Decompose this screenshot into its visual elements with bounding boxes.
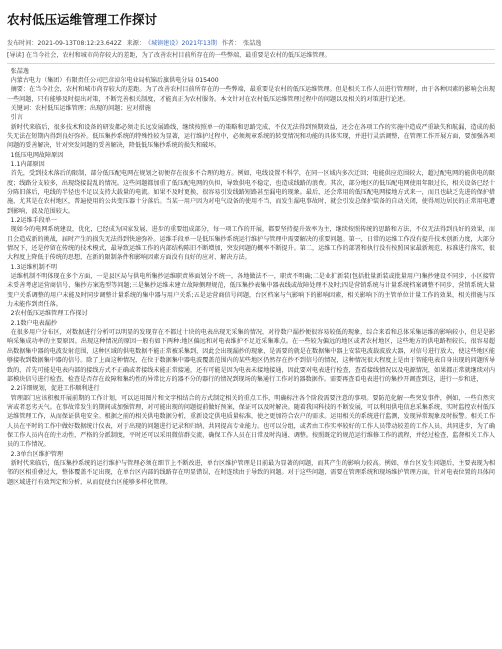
body-paragraph: 引言 [10, 114, 23, 122]
source-label: 来源： [126, 40, 145, 47]
body-paragraph: 1.1内部原因 [10, 160, 45, 168]
article-body [7, 67, 495, 487]
body-paragraph: 2.1数户电表漏抄 [10, 319, 57, 327]
body-paragraph: 1.2运维手段单一 [10, 217, 57, 224]
body-paragraph: 2.2详细规划，促进工作顺利进行 [10, 385, 100, 393]
body-paragraph: 新时代来临后，低压集抄系统的运行维护与管理必须在细节上不断改进，单台区维护管理是目前最为显著的问题，而其产生的影响力较高。例如，单台区发生问题后，主要表现为相邻的区相重叠过大，整体覆盖不足出现，在单台区内部的线路存在明显错误，在时连续由于导致的问题。对于这些问题，需要在管理系统和现场维护管理方面，针对电表位置的具体问题区域进行有效判定和分析，从而促使台区能够多样化管理。 [7, 459, 495, 486]
body-paragraph: 2农村低压运维管理工作探讨 [10, 310, 88, 318]
article-guide: [导读] 在当今社会，农村和城市尚存较大的差距，为了改善农村目前所存在的一些弊端，最重要是农村的低压运维管理。 [7, 51, 495, 64]
body-paragraph: 管理部门应该积极开展前期的工作计划，可以运用图片和文字相结合的方式制定相关的重点工作，明确标注各个阶段需要注意的事项。要防范化解一些突发事件，例如，一些自然灾害或者恶劣天气。在事故常发生的期间或加强管理，对可能出现的问题提前做好预案，保证可以及时解决。随着我国科技的不断发展，可以利用供电信息采集系统，实时监控农村低压运维管理工作，从而保证供电安全。根据之前的相关供电数据分析，重新设定供电质量标准，使之更加符合农户的需求。运用相关的系统进行监测，发现异常现象及时报警。相关工作人员在平时的工作中做好数据统计仪表，对于出现的问题进行记录和归纳，共同提高专业能力。也可以分组，或者由工作实率较好的工作人员带动较差的工作人员，共同进步，为了确保工作人员内在的主动性，严格的分派制度，平时还可以采用微信群交流，确保工作人员在日常及时沟通、调整。按照既定的规范运行维修工作的流程，并经过检查，监督相关工作人员的工作情况。 [7, 394, 495, 449]
body-paragraph: 2.3单台区维护管理 [10, 450, 64, 458]
author-name: 张喆逸 [243, 40, 262, 47]
body-paragraph: 运维机制不明体现在多个方面，一是县区局与供电所集抄运维职责界面划分不统一，各地做法不一，职责不明确;二是业扩新装(包括批量新装或批量用户)集抄建设不同步，小区接管未妥善考虑运营商信号、集抄方案选型等问题;三是集抄运维未建立故障侧理规范，低压集抄表集中器表线或故障处理不及时;四是营销系统与计量系统档案调整不同步，营销系统大量变户关系调整的用户未能及时同步调整计量系统的集中器与用户关系;五是运营商信号问题，台区档案与气影响下的影响因素，相关影响下的主管单位计量工作的效果，相关措施与压力未能作到责任落。 [7, 273, 495, 309]
body-paragraph: 1.3运维机制不明 [10, 263, 57, 271]
body-paragraph: 张喆逸 [10, 67, 29, 75]
publish-time: 发布时间：2021-09-13T08:12:23.642Z [7, 40, 122, 47]
article-meta [7, 39, 495, 50]
body-paragraph: 1低压电网故障原因 [10, 151, 64, 159]
body-paragraph: 在很多用户分布区，对数据进行分析可以明显的发现存在不都过十块的电表出现无采集的情况，对待数户漏抄便很容易较低的现象，综合来看和总体采集运维的影响较小，但是是影响采集成功率的主要原因。出现这种情况的原因一般有如下两种:地区偏远和对电表维护不足近采集难点。在一些较为偏远的地区或者农村地区，这些地方的供电路程较长，很容易超出数据集中器的电波发射范围，这种区域的供电数据不能正常被采集到，因此会出现漏抄的现象，是需要的就是在数据集中器上安装电波载波放大器，对信号进行放大，使这些地区能够接收到数据集中器的信号。除了上面这种情况，在位于数据集中器电波覆盖范围内的某些地区仍然存在抄不到信号的情况，这种情况很大程度上是由于智能电表自身出现的问题所导致的，首先可能是电表内部的接线方式不正确或者接线未能正常接通，还有可能是因为电表未接地接通，因此要对电表进行检查，查看接线情况以及电源情况，如果都正常就继续对内部模块信号进行检查，检查是否存在故障和集约性的异常比方的器不分的器行的情况到现场的集通行工作对的器数据作。需要再查看电表进行的集抄开调查到这，进行一步和进， [7, 329, 495, 383]
body-paragraph: 新时代来临后，很多技术和设备的研发都必须走长远发展路线，继续按照单一的策略和思路完成，不仅无法得到预期效益，还会在各项工作的实施中造成严重缺失和航漏，造成的损失无法在短期内得到良好弥补。低压集抄系统的特殊性较为显著，运行维护过程中，必须规章系统的转变情况和功能的具体实现，并进行灵活调整，在管理工作开展方面，要加强各项问题的妥善解决，针对突发问题的妥善解决，降低低压集抄系统的损失和破坏。 [7, 123, 495, 150]
body-paragraph: 关键词：农村低压运维管理；出现的问题；应对措施 [10, 104, 151, 112]
body-paragraph: 首先，受到技术落后的限制，部分低压配电网在规划之初便存在很多不合理的地方。例如，电线设置不科学，在同一区域内多次迁回；电能供应范围较大，超过配电网的能供电的限度；线路分支较多，出现绕接混乱的情况。这些问题都加重了低压配电网的负担，导致供电不稳定，也造成线路的浪费。其次，部分地区的低压配电网使用年限过长，相关设备已经十分陈旧落后，电线的半径也不足以支持大载量的电流。如果不及时更换，很容易引发线路短路甚至漏电的现象。最后，还会常用的低压配电网接地方式来一，而且也缺乏先进的保护措施，尤其是在农村地区，普遍使用的公共变压器十分落后。当某一用户因为对电气设备的使用不当，而发生漏电事故时，就会引发总保护装备的自动关闭，使得周边居民的正常用电遭到影响，波及范围较大。 [7, 170, 495, 215]
body-paragraph: 摘要：在当今社会，农村和城市尚存较大的差距。为了改善农村目前所存在的一些弊端，最重要是农村的低压运维管理。但是相关工作人员进行管理时，由于各种因素的影响会出现一些问题，只有能够及时提出对策，不断完善相关制度，才能真正为农村服务。本文针对在农村低压运维管理过程中的问题以及相关的对策进行论述。 [7, 86, 495, 103]
author-label: 作者： [221, 40, 241, 47]
body-paragraph: 内蒙古电力（集团）有限责任公司巴彦淖尔电业局杭锦后旗供电分局 015400 [10, 76, 219, 84]
body-paragraph: 现如今的电网系统建设，优化，已经成为国家发展、进步的重要组成部分，每一项工作的开展，都要坚持提升效率为主，继续按照传统的思路和方法，不仅无法得到良好的效果，而且会造成新的挑战，届时产生的损失无法得到快速弥补。运维手段单一是低压集抄系统运行维护与管理中需要解决的重要问题。第一，日常的运维工作没有提升技术创新力度，大部分情况下，还是停留在传统的技术模式，最导致运维工作的内部结构陈旧不断增加，突发问题的概率不断提升。第二，运维工作的部署和执行没有按照国家最新规范、标准进行落实，很大程度上降低于传统的思想，在新的限制条件和影响因素方面没有良好的应对、解决方法。 [7, 226, 495, 262]
source-link[interactable]: 《城镇建设》2021年13期 [147, 40, 217, 47]
article-title: 农村低压运维管理工作探讨 [7, 12, 158, 27]
